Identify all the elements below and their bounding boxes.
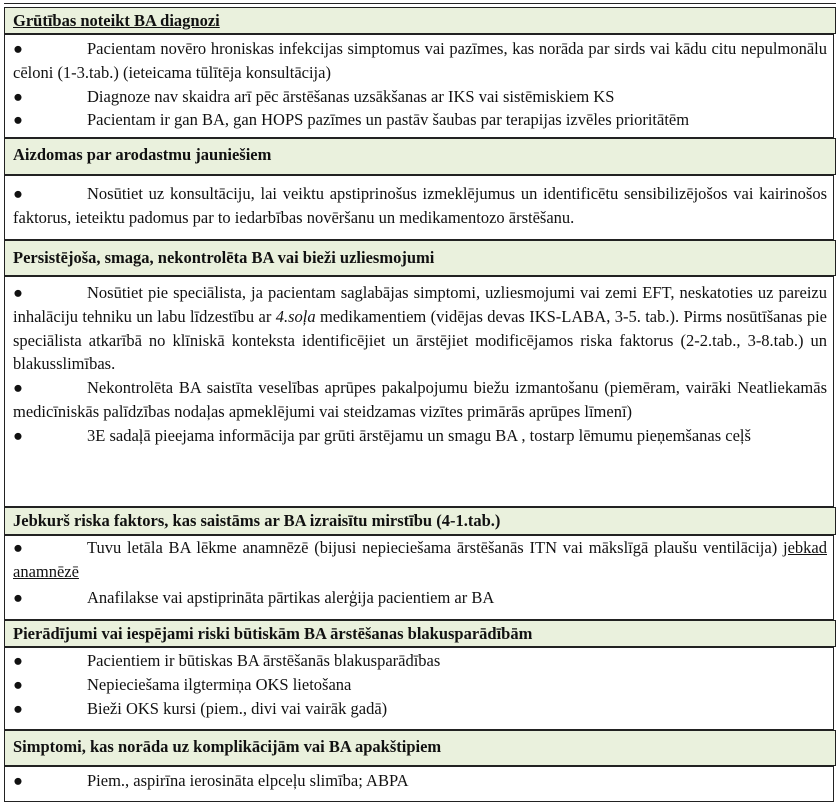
bullet-icon: ●	[13, 283, 23, 302]
section-heading-occupational	[4, 138, 836, 175]
bullet-icon: ●	[13, 86, 23, 106]
bullet-icon: ●	[13, 651, 23, 670]
section-heading-text: Persistējoša, smaga, nekontrolēta BA vai bieži uzliesmojumi	[13, 248, 435, 268]
list-item: ● Nepieciešama ilgtermiņa OKS lietošana	[5, 673, 833, 697]
section-body-complications	[4, 766, 834, 802]
section-body-uncontrolled	[4, 276, 834, 507]
section-heading-text: Jebkurš riska faktors, kas saistāms ar BA izraisītu mirstību (4-1.tab.)	[13, 511, 501, 531]
list-item: ● Nekontrolēta BA saistīta veselības aprūpes pakalpojumu biežu izmantošanu (piemēram, vairāki Neatliekamās medicīniskās palīdzības nodaļas apmeklējumi vai steidzamas vizītes primārās aprūpes līmenī)	[13, 378, 827, 421]
list-item: ● Anafilakse vai apstiprināta pārtikas alerģija pacientiem ar BA	[5, 586, 833, 610]
list-item: ● Tuvu letāla BA lēkme anamnēzē (bijusi nepieciešama ārstēšanās ITN vai mākslīgā plaušu ventilācija) jebkad anamnēzē	[13, 538, 827, 581]
list-item: ● Pacientiem ir būtiskas BA ārstēšanās blakusparādības	[5, 649, 833, 673]
bullet-icon: ●	[13, 538, 23, 557]
top-cut-border	[4, 0, 836, 4]
bullet-icon: ●	[13, 698, 23, 718]
section-heading-side-effects	[4, 620, 836, 647]
bullet-icon: ●	[13, 378, 23, 398]
section-body-mortality-risk	[4, 535, 834, 620]
bullet-icon: ●	[13, 39, 23, 58]
section-heading-text: Pierādījumi vai iespējami riski būtiskām BA ārstēšanas blakusparādībām	[13, 623, 533, 643]
section-heading-text: Aizdomas par arodastmu jauniešiem	[13, 145, 272, 164]
section-body-diagnosis	[4, 34, 834, 138]
referral-criteria-table	[4, 0, 836, 805]
bullet-icon: ●	[13, 587, 23, 607]
bullet-icon: ●	[13, 425, 23, 445]
list-item: ● 3E sadaļā pieejama informācija par grūti ārstējamu un smagu BA , tostarp lēmumu pieņemšanas ceļš	[5, 424, 833, 448]
section-body-side-effects	[4, 647, 834, 730]
list-item: ● Nosūtiet pie speciālista, ja pacientam saglabājas simptomi, uzliesmojumi vai zemi EFT, neskatoties uz pareizu inhalāciju tehniku un labu līdzestību ar 4.soļa medikamentiem (vidējas devas IKS-LABA, 3-5. tab.). Pirms nosūtīšanas pie speciālista atkarībā no klīniskā konteksta identificējiet un ārstējiet modificējamos riska faktorus (2-2.tab., 3-8.tab.) un blakusslimības.	[13, 283, 827, 374]
bullet-icon: ●	[13, 110, 23, 130]
list-item: ● Nosūtiet uz konsultāciju, lai veiktu apstiprinošus izmeklējumus un identificētu sensibilizējošos vai kairinošos faktorus, ieteiktu padomus par to iedarbības novēršanu un medikamentozo ārstēšanu.	[13, 184, 827, 227]
bullet-icon: ●	[13, 184, 23, 203]
list-item: ● Pacientam novēro hroniskas infekcijas simptomus vai pazīmes, kas norāda par sirds vai kādu citu nepulmonālu cēloni (1-3.tab.) (ieteicama tūlītēja konsultācija)	[13, 39, 827, 82]
section-heading-uncontrolled	[4, 240, 836, 276]
section-heading-text: Grūtības noteikt BA diagnozi	[13, 10, 220, 30]
list-item: ● Piem., aspirīna ierosināta elpceļu slimība; ABPA	[5, 769, 833, 793]
list-item: ● Bieži OKS kursi (piem., divi vai vairāk gadā)	[5, 697, 833, 721]
section-heading-mortality-risk	[4, 507, 836, 535]
bullet-icon: ●	[13, 771, 23, 790]
list-item: ● Diagnoze nav skaidra arī pēc ārstēšanas uzsākšanas ar IKS vai sistēmiskiem KS	[5, 85, 833, 109]
bullet-icon: ●	[13, 674, 23, 694]
section-heading-complications	[4, 730, 836, 766]
list-item: ● Pacientam ir gan BA, gan HOPS pazīmes un pastāv šaubas par terapijas izvēles prioritātēm	[5, 108, 833, 132]
section-heading-diagnosis	[4, 7, 836, 34]
section-body-occupational	[4, 175, 834, 240]
section-heading-text: Simptomi, kas norāda uz komplikācijām vai BA apakštipiem	[13, 737, 442, 756]
